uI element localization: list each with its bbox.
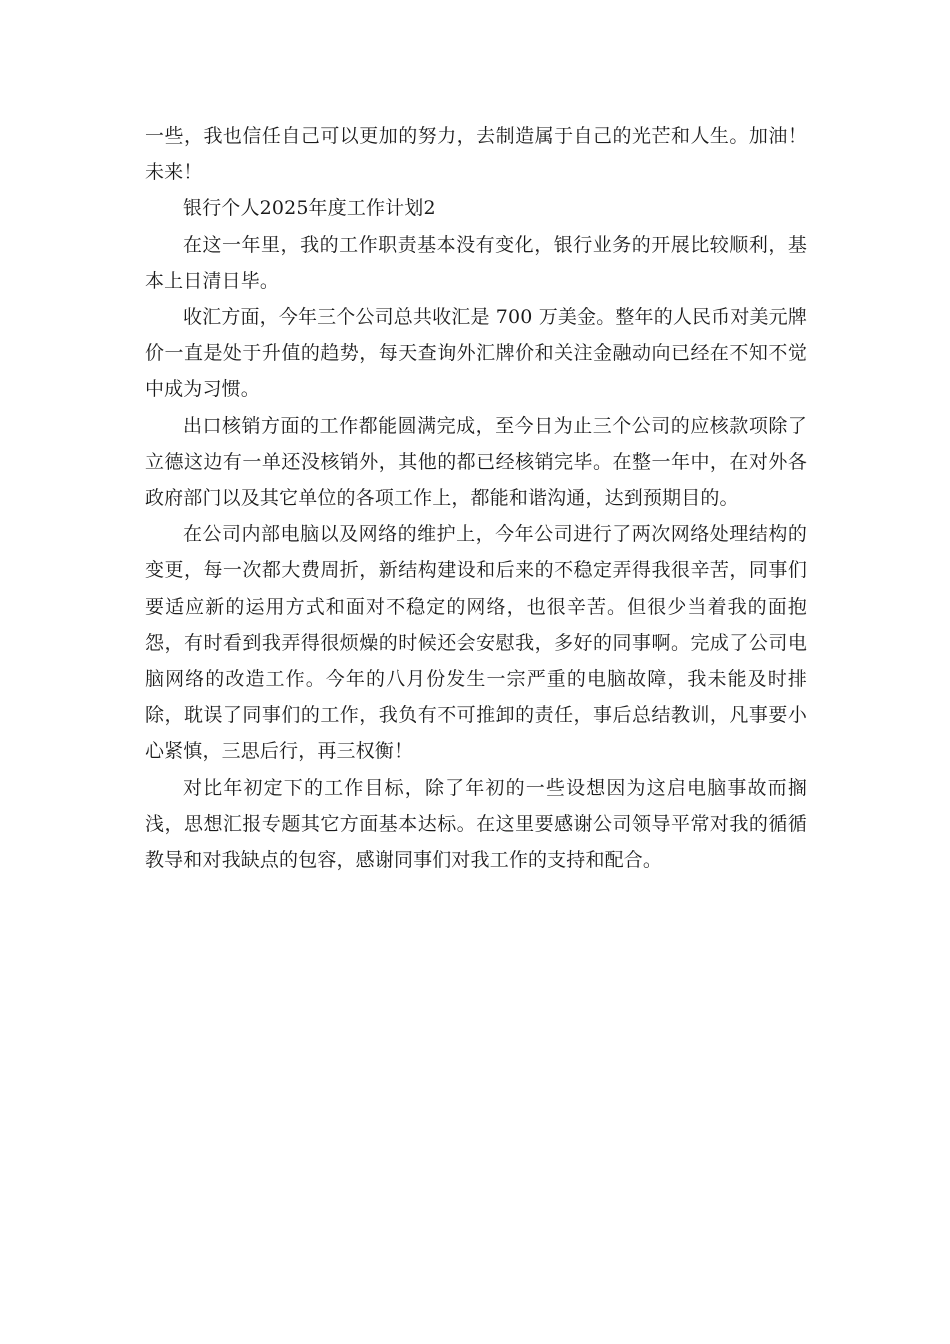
section-heading: 银行个人2025年度工作计划2 [183, 197, 436, 220]
paragraph-collection: 收汇方面，今年三个公司总共收汇是 700 万美金。整年的人民币对美元牌价一直是处于升值的趋势，每天查询外汇牌价和关注金融动向已经在不知不觉中成为习惯。 [145, 306, 807, 401]
paragraph-continuation: 一些，我也信任自己可以更加的努力，去制造属于自己的光芒和人生。加油！未来！ [145, 125, 807, 184]
paragraph-network-maintenance: 在公司内部电脑以及网络的维护上，今年公司进行了两次网络处理结构的变更，每一次都大费周折，新结构建设和后来的不稳定弄得我很辛苦，同事们要适应新的运用方式和面对不稳定的网络，也很辛苦。但很少当着我的面抱怨，有时看到我弄得很烦燥的时候还会安慰我，多好的同事啊。完成了公司电脑网络的改造工作。今年的八月份发生一宗严重的电脑故障，我未能及时排除，耽误了同事们的工作，我负有不可推卸的责任，事后总结教训，凡事要小心紧慎，三思后行，再三权衡！ [145, 523, 807, 763]
paragraph-goals-summary: 对比年初定下的工作目标，除了年初的一些设想因为这启电脑事故而搁浅，思想汇报专题其它方面基本达标。在这里要感谢公司领导平常对我的循循教导和对我缺点的包容，感谢同事们对我工作的支持和配合。 [145, 776, 807, 872]
paragraph-export-verification: 出口核销方面的工作都能圆满完成，至今日为止三个公司的应核款项除了立德这边有一单还没核销外，其他的都已经核销完毕。在整一年中，在对外各政府部门以及其它单位的各项工作上，都能和谐沟通，达到预期目的。 [145, 414, 807, 510]
paragraph-duties: 在这一年里，我的工作职责基本没有变化，银行业务的开展比较顺利，基本上日清日毕。 [145, 233, 807, 292]
document-body [145, 118, 807, 878]
